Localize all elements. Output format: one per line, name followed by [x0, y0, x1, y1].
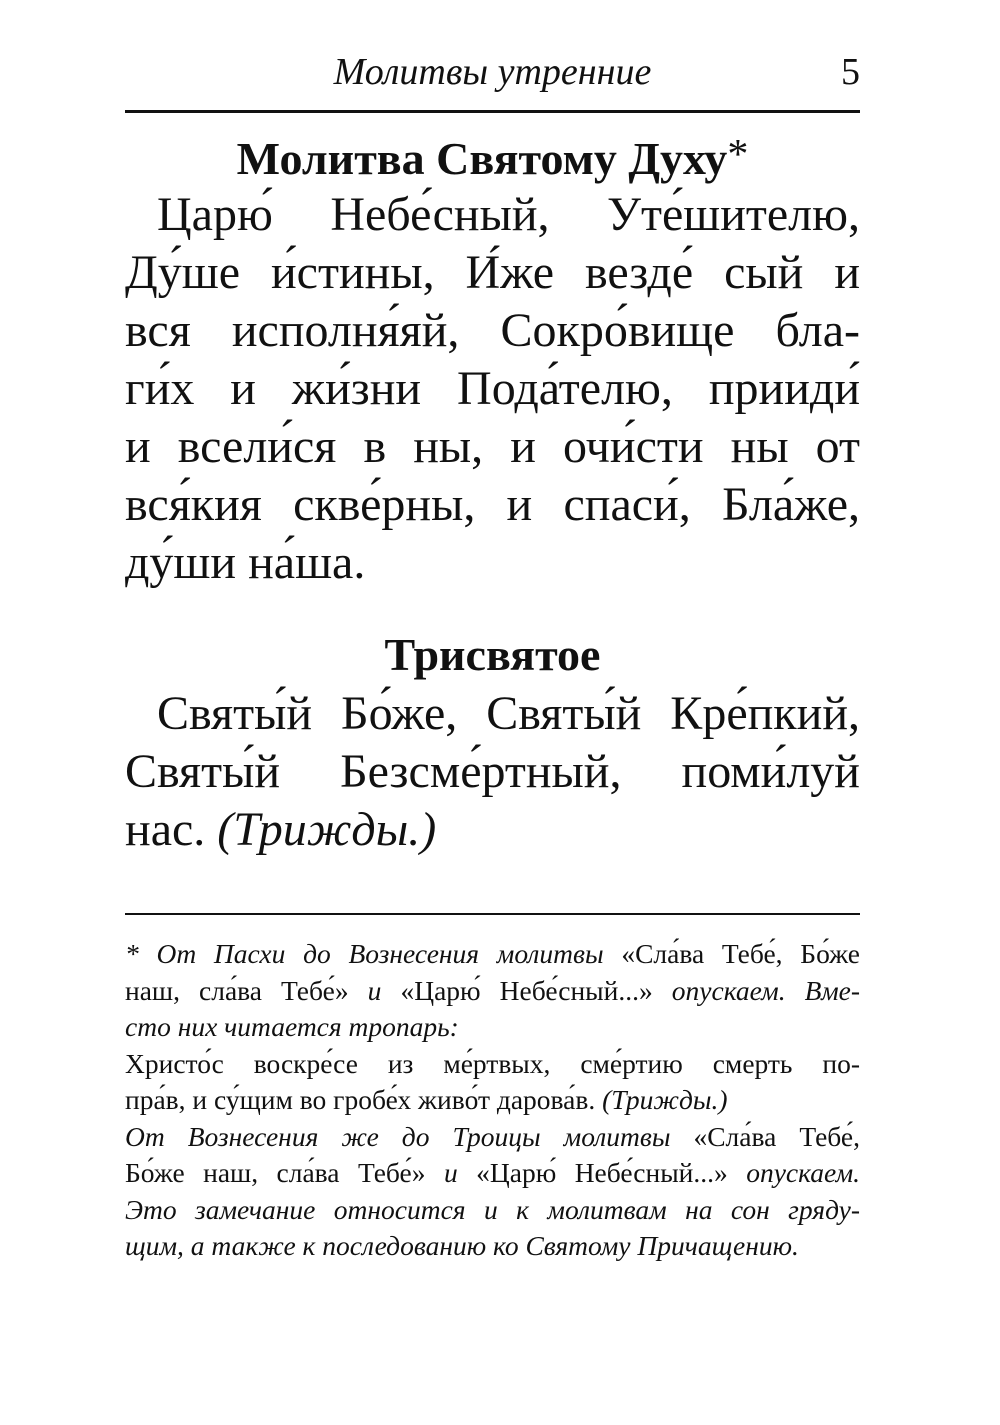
footnote-quote: «Сла́ва Тебе́,	[693, 1120, 860, 1152]
footnote-line: щим, а также к последованию ко Святому Причащению.	[125, 1230, 799, 1261]
running-head-title: Молитвы утренние	[333, 51, 652, 93]
prayer-title-holy-spirit	[125, 128, 860, 186]
footnote-rule	[125, 913, 860, 915]
header-rule	[125, 110, 860, 113]
prayer-text-trisagion	[125, 685, 860, 859]
footnote-italic: От Вознесения же до Троицы молитвы	[125, 1120, 694, 1152]
footnote-quote: «Царю́ Небе́сный...»	[476, 1157, 747, 1188]
repeat-note: (Трижды.)	[217, 803, 437, 856]
footnote-quote: наш, сла́ва Тебе́»	[125, 974, 368, 1006]
footnote-quote: «Сла́ва Тебе́, Бо́же	[621, 938, 860, 969]
footnote-line	[125, 936, 860, 973]
footnote-quote: «Царю́ Небе́сный...»	[400, 974, 672, 1006]
footnote-line	[125, 1119, 860, 1156]
footnote-line: Это замечание относится и к молитвам на сон гряду-	[125, 1193, 860, 1225]
footnote-line: сто них читается тропарь:	[125, 1011, 459, 1042]
prayer-line: вся исполня́яй, Сокро́вище бла-	[125, 304, 860, 357]
prayer-line: Святы́й Бо́же, Святы́й Кре́пкий,	[157, 687, 860, 740]
footnote-italic: * От Пасхи до Вознесения молитвы	[125, 938, 622, 969]
footnote-italic: опускаем. Вме-	[671, 974, 860, 1006]
footnote-quote: Бо́же наш, сла́ва Тебе́»	[125, 1157, 444, 1188]
prayer-line-last	[125, 801, 860, 859]
prayer-title-trisagion: Трисвятое	[384, 629, 601, 680]
prayer-line: Святы́й Безсме́ртный, поми́луй	[125, 745, 860, 798]
prayer-line: Царю́ Небе́сный, Уте́шителю,	[157, 188, 860, 241]
prayer-title-text: Молитва Святому Духу	[236, 133, 728, 184]
footnote-troparion: пра́в, и су́щим во гробе́х живо́т дарова́в.	[125, 1084, 603, 1115]
footnote-line	[125, 973, 860, 1010]
footnote-line	[125, 1155, 860, 1192]
footnote-line	[125, 1082, 860, 1119]
footnote-line: Христо́с воскре́се из ме́ртвых, сме́ртию смерть по-	[125, 1047, 860, 1079]
prayer-line-text: нас.	[125, 803, 206, 856]
prayer-line: ду́ши на́ша.	[125, 536, 366, 589]
footnote-italic: (Трижды.)	[602, 1084, 728, 1115]
prayer-line: Ду́ше и́стины, И́же везде́ сый и	[125, 246, 860, 299]
prayer-line: ги́х и жи́зни Пода́телю, прииди́	[125, 362, 860, 415]
running-head	[125, 50, 860, 100]
footnote	[125, 936, 860, 1265]
page-number: 5	[841, 51, 860, 93]
footnote-italic: и	[367, 974, 401, 1006]
footnote-marker: *	[727, 132, 749, 178]
prayer-line: вся́кия скве́рны, и спаси́, Бла́же,	[125, 478, 860, 531]
footnote-italic: и	[443, 1157, 477, 1188]
footnote-italic: опускаем.	[746, 1157, 861, 1188]
prayer-line: и всели́ся в ны, и очи́сти ны от	[125, 420, 860, 473]
prayer-text-holy-spirit	[125, 186, 860, 592]
